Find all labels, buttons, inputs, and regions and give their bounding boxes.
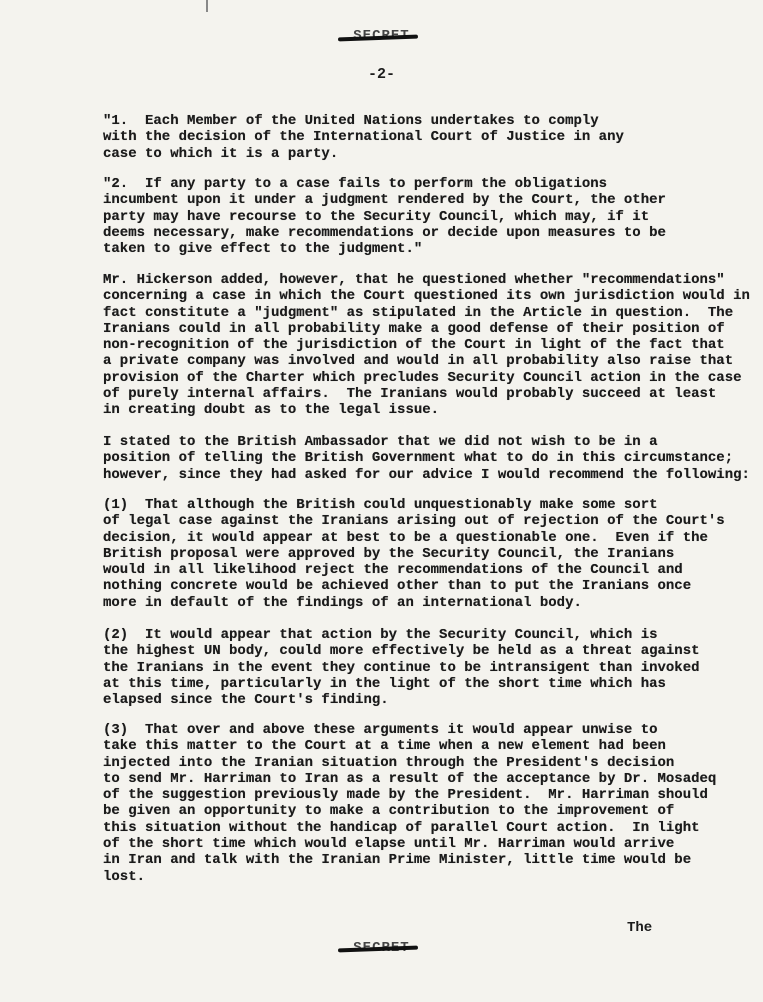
quoted-article-paragraph-2: "2. If any party to a case fails to perform the obligations incumbent upon it under a judgment rendered by the Court, the other party may have recourse to the Security Council, which may, if it deems necessary, make recommendations or decide upon measures to be taken to give effect to the judgment." bbox=[103, 176, 666, 258]
ambassador-paragraph: I stated to the British Ambassador that we did not wish to be in a position of telling the British Government what to do in this circumstance; however, since they had asked for our advice I would recommend the following: bbox=[103, 434, 750, 483]
scan-mark bbox=[206, 0, 208, 12]
continuation-word: The bbox=[627, 920, 653, 936]
quoted-article-paragraph-1: "1. Each Member of the United Nations undertakes to comply with the decision of the International Court of Justice in any case to which it is a party. bbox=[103, 113, 624, 162]
page-number: -2- bbox=[367, 66, 395, 83]
recommendation-1: (1) That although the British could unquestionably make some sort of legal case against the Iranians arising out of rejection of the Court's decision, it would appear at best to be a questionable one. Even if the British proposal were approved by the Security Council, the Iranians would in all likelihood reject the recommendations of the Council and nothing concrete would be achieved other than to put the Iranians once more in default of the findings of an international body. bbox=[103, 497, 725, 611]
hickerson-paragraph: Mr. Hickerson added, however, that he questioned whether "recommendations" concerning a case in which the Court questioned its own jurisdiction would in fact constitute a "judgment" as stipulated in the Article in question. The Iranians could in all probability make a good defense of their position of non-recognition of the jurisdiction of the Court in light of the fact that a private company was involved and would in all probability also raise that provision of the Charter which precludes Security Council action in the case of purely internal affairs. The Iranians would probably succeed at least in creating doubt as to the legal issue. bbox=[103, 272, 750, 419]
recommendation-3: (3) That over and above these arguments it would appear unwise to take this matter to the Court at a time when a new element had been injected into the Iranian situation through the President's decision to send Mr. Harriman to Iran as a result of the acceptance by Dr. Mosadeq of the suggestion previously made by the President. Mr. Harriman should be given an opportunity to make a contribution to the improvement of this situation without the handicap of parallel Court action. In light of the short time which would elapse until Mr. Harriman would arrive in Iran and talk with the Iranian Prime Minister, little time would be lost. bbox=[103, 722, 717, 885]
recommendation-2: (2) It would appear that action by the Security Council, which is the highest UN body, could more effectively be held as a threat against the Iranians in the event they continue to be intransigent than invoked at this time, particularly in the light of the short time which has elapsed since the Court's finding. bbox=[103, 627, 700, 709]
